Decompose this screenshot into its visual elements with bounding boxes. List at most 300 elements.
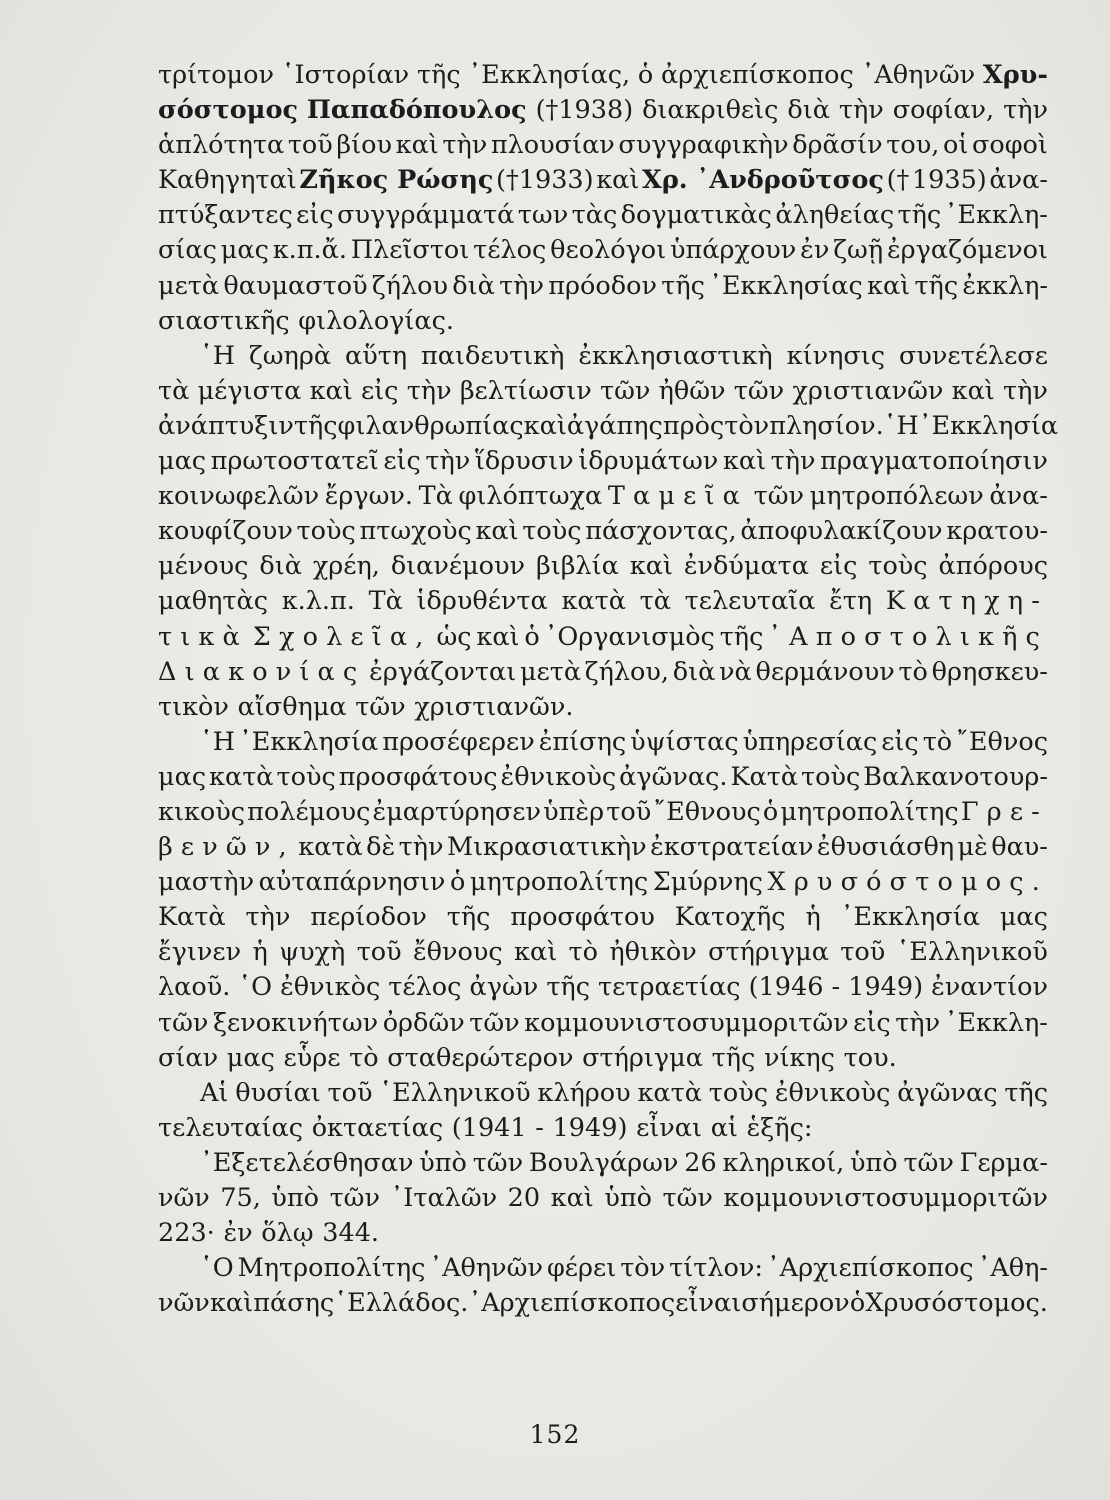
text-line bbox=[158, 1146, 1048, 1181]
word: κλήρου bbox=[537, 1077, 631, 1108]
word: μας bbox=[220, 235, 269, 266]
text-line bbox=[158, 479, 1048, 514]
word: ᾿Αθηνῶν bbox=[861, 60, 976, 90]
word: μένους bbox=[158, 551, 249, 582]
word: Κατοχῆς bbox=[674, 902, 786, 933]
word: ἀγὼν bbox=[469, 972, 539, 1003]
word: καὶ bbox=[629, 551, 673, 582]
word: συγγραφικὴν bbox=[618, 130, 789, 161]
word: εἶναι bbox=[675, 1288, 742, 1319]
text-line bbox=[158, 339, 1048, 374]
word: τοῦ bbox=[840, 937, 886, 968]
word: ὁ bbox=[637, 60, 654, 90]
word: καὶ bbox=[514, 937, 558, 968]
word: ὡς bbox=[436, 621, 472, 652]
word: (1946 bbox=[748, 972, 824, 1003]
word: πολέμους bbox=[247, 796, 371, 827]
word: Σμύρνης bbox=[652, 867, 763, 898]
word: Χρ. ᾿Ανδροῦτσος bbox=[642, 165, 884, 196]
word: μας bbox=[158, 761, 207, 792]
word: ἠθῶν bbox=[658, 375, 726, 406]
word: κίνησις bbox=[786, 340, 886, 371]
word: τῶν bbox=[599, 375, 651, 406]
word: 344. bbox=[322, 1218, 380, 1249]
word: τὸ bbox=[898, 656, 928, 687]
word: μέγιστα bbox=[197, 375, 302, 406]
word: τῶν bbox=[903, 1147, 954, 1178]
word: θερμάνουν bbox=[755, 656, 895, 687]
word: διὰ bbox=[259, 551, 302, 582]
word: κατὰ bbox=[561, 586, 626, 617]
word: σίας bbox=[158, 235, 217, 266]
word: καὶ bbox=[523, 410, 567, 441]
word: τῶν bbox=[469, 1007, 520, 1038]
word: ὑπὸ bbox=[271, 1183, 320, 1213]
word: ὁ bbox=[449, 867, 466, 898]
word: ὑπὸ bbox=[604, 1183, 652, 1213]
word: ἐνδύματα bbox=[683, 551, 809, 582]
word: ἀρχιεπίσκοπος bbox=[661, 60, 854, 90]
word: Μητροπολίτης bbox=[237, 1253, 426, 1284]
word: Γρε- bbox=[960, 796, 1048, 827]
word: ἠθικὸν bbox=[609, 937, 697, 968]
word: ῾Η bbox=[200, 340, 235, 371]
word: ἀνάπτυξιν bbox=[158, 410, 294, 441]
word: μας bbox=[226, 1042, 275, 1073]
word: Γερμα- bbox=[959, 1147, 1048, 1178]
word: διακριθεὶς bbox=[642, 95, 779, 126]
word: τοῦ bbox=[287, 130, 333, 161]
word: στήριγμα bbox=[582, 1042, 703, 1073]
word: εἶναι bbox=[636, 1112, 703, 1143]
word: εἰς bbox=[360, 375, 399, 406]
word: Ζῆκος Ρώσης bbox=[299, 165, 494, 196]
word: Χρυσόστομος. bbox=[767, 867, 1048, 898]
word: ἔθνους bbox=[413, 937, 503, 968]
word: ὑπηρεσίας bbox=[742, 726, 878, 757]
word: κομμουνιστοσυμμοριτῶν bbox=[723, 1183, 1048, 1213]
word: σταθερώτερον bbox=[387, 1042, 574, 1073]
text-line bbox=[158, 1286, 1048, 1321]
word: ἐργάζονται bbox=[369, 656, 517, 687]
word: καὶ bbox=[951, 375, 995, 406]
word: διὰ bbox=[452, 270, 495, 301]
word: τὸ bbox=[568, 937, 598, 968]
word: ᾿Αθη- bbox=[977, 1253, 1048, 1284]
word: εἰς bbox=[853, 1007, 891, 1038]
word: ἐν bbox=[223, 1218, 253, 1249]
word: ἀληθείας bbox=[775, 200, 895, 231]
word: ἑξῆς: bbox=[746, 1112, 813, 1143]
word: ἐθνικοὺς bbox=[500, 761, 617, 792]
word: 75, bbox=[220, 1183, 261, 1213]
word: Διακονίας bbox=[158, 656, 366, 687]
word: μετὰ bbox=[158, 270, 220, 301]
word: τὰ bbox=[639, 586, 671, 617]
word: τῶν bbox=[733, 375, 785, 406]
word: χριστιανῶν. bbox=[414, 691, 574, 722]
word: (1941 bbox=[451, 1112, 527, 1143]
word: θαυμαστοῦ bbox=[223, 270, 368, 301]
word: σοφίαν, bbox=[892, 95, 995, 126]
word: τῆς bbox=[1004, 1077, 1048, 1108]
word: ἐργαζόμενοι bbox=[886, 235, 1048, 266]
word: τελευταῖα bbox=[684, 586, 816, 617]
word: προσφάτου bbox=[510, 902, 655, 933]
word: τρίτομον bbox=[158, 60, 274, 90]
text-line bbox=[158, 1251, 1048, 1286]
word: τὴν bbox=[770, 446, 816, 477]
word: πτύξαντες bbox=[158, 200, 293, 231]
word: τῶν bbox=[662, 1183, 713, 1213]
word: ἐν bbox=[800, 235, 830, 266]
word: τῆς bbox=[416, 60, 461, 90]
text-line bbox=[158, 795, 1048, 830]
word: βίου bbox=[336, 130, 393, 161]
word: - bbox=[535, 1112, 544, 1143]
word: σόστομος Παπαδόπουλος bbox=[158, 95, 527, 126]
text-line bbox=[158, 304, 1048, 339]
word: ἐθυσιάσθη bbox=[816, 832, 955, 863]
word: αἴσθημα bbox=[237, 691, 347, 722]
text-line bbox=[158, 1216, 1048, 1251]
text-line bbox=[158, 549, 1048, 584]
word: περίοδον bbox=[310, 902, 427, 933]
word: μαθητὰς bbox=[158, 586, 269, 617]
word: ἵδρυσιν bbox=[474, 446, 574, 477]
word: ἱδρυθέντα bbox=[416, 586, 548, 617]
word: ἐναντίον bbox=[931, 972, 1048, 1003]
word: τῶν bbox=[472, 1147, 524, 1178]
word: ζήλου bbox=[371, 270, 449, 301]
word: θαυ- bbox=[991, 832, 1048, 863]
word: Αἱ bbox=[200, 1077, 229, 1108]
word: τὰς bbox=[571, 200, 618, 231]
word: ἐκκλη- bbox=[962, 270, 1048, 301]
word: ἡ bbox=[252, 937, 268, 968]
word: εὗρε bbox=[283, 1042, 341, 1073]
word: εἰς bbox=[383, 446, 421, 477]
word: ἐκστρατείαν bbox=[650, 832, 814, 863]
text-line bbox=[158, 900, 1048, 935]
word: βιβλία bbox=[535, 551, 619, 582]
word: τελευταίας bbox=[158, 1112, 304, 1143]
word: ῾Η bbox=[200, 726, 235, 757]
word: ὑπὲρ bbox=[543, 796, 605, 827]
text-line bbox=[158, 374, 1048, 409]
word: ὀρδῶν bbox=[382, 1007, 465, 1038]
word: καὶ bbox=[550, 1183, 594, 1213]
word: ῾Η bbox=[883, 410, 919, 441]
word: ἀνα- bbox=[989, 165, 1048, 196]
word: τικὸν bbox=[158, 691, 229, 722]
text-line bbox=[158, 725, 1048, 760]
word: ᾿Αποστολικῆς bbox=[768, 621, 1048, 652]
word: καὶ bbox=[867, 270, 911, 301]
word: μητροπόλεων bbox=[809, 481, 984, 512]
word: τέλος bbox=[473, 235, 547, 266]
word: ἐθνικὸς bbox=[280, 972, 381, 1003]
word: (†1933) bbox=[496, 165, 594, 196]
word: τοὺς bbox=[868, 551, 928, 582]
word: οἱ bbox=[942, 130, 969, 161]
word: ᾿Οργανισμὸς bbox=[544, 621, 715, 652]
word: ἐπίσης bbox=[538, 726, 627, 757]
word: διὰ bbox=[672, 656, 716, 687]
text-line bbox=[158, 690, 1048, 725]
word: ᾿Εκκλησίας, bbox=[468, 60, 631, 90]
word: († bbox=[886, 165, 910, 196]
word: μητροπολίτης bbox=[780, 796, 959, 827]
word: Τὰ bbox=[418, 481, 453, 512]
word: τῆς bbox=[661, 270, 705, 301]
word: ὀκταετίας bbox=[311, 1112, 444, 1143]
word: ῾Ελληνικοῦ bbox=[379, 1077, 531, 1108]
text-line bbox=[158, 1181, 1048, 1216]
word: τὴν bbox=[425, 446, 471, 477]
text-line bbox=[158, 584, 1048, 619]
word: τῶν bbox=[753, 481, 805, 512]
word: ᾿Εκκλησία bbox=[918, 410, 1059, 441]
word: 223· bbox=[158, 1218, 215, 1249]
word: τὴν bbox=[398, 832, 444, 863]
text-line bbox=[158, 935, 1048, 970]
word: τὴν bbox=[1003, 95, 1048, 126]
word: Κατὰ bbox=[158, 902, 226, 933]
word: τὴν bbox=[245, 902, 291, 933]
word: τὴν bbox=[442, 130, 488, 161]
word: τὴν bbox=[895, 1007, 941, 1038]
word: ἐμαρτύρησεν bbox=[372, 796, 541, 827]
word: πλουσίαν bbox=[490, 130, 615, 161]
text-line bbox=[158, 198, 1048, 233]
word: νίκης bbox=[763, 1042, 835, 1073]
word: του. bbox=[843, 1042, 897, 1073]
word: καὶ bbox=[596, 165, 640, 196]
word: Τὰ bbox=[368, 586, 403, 617]
word: διανέμουν bbox=[390, 551, 526, 582]
word: τὸ bbox=[349, 1042, 379, 1073]
word: πρόοδον bbox=[548, 270, 657, 301]
word: τοῦ bbox=[356, 937, 402, 968]
word: ῾Ελληνικοῦ bbox=[896, 937, 1048, 968]
text-line bbox=[158, 620, 1048, 655]
word: ἀγῶνας bbox=[897, 1077, 998, 1108]
word: ἔργων. bbox=[324, 481, 414, 512]
word: πάσης bbox=[253, 1288, 335, 1319]
text-line bbox=[158, 233, 1048, 268]
word: σίαν bbox=[158, 1042, 219, 1073]
word: μαστὴν bbox=[158, 867, 255, 898]
word: 1935) bbox=[911, 165, 987, 196]
word: τῆς bbox=[546, 972, 590, 1003]
word: αἱ bbox=[710, 1112, 738, 1143]
word: ὁ bbox=[849, 1288, 866, 1319]
word: πλησίον. bbox=[769, 410, 884, 441]
word: ᾿Αρχιεπίσκοπος bbox=[468, 1288, 676, 1319]
text-line bbox=[158, 269, 1048, 304]
word: ᾿Αθηνῶν bbox=[429, 1253, 543, 1284]
word: θρησκευ- bbox=[931, 656, 1048, 687]
word: καὶ bbox=[476, 621, 520, 652]
word: θεολόγοι bbox=[550, 235, 667, 266]
word: νῶν bbox=[158, 1183, 210, 1213]
word: ὑψίστας bbox=[630, 726, 739, 757]
word: τῆς bbox=[293, 410, 338, 441]
word: ὑπὸ bbox=[419, 1147, 467, 1178]
word: πρωτοστατεῖ bbox=[210, 446, 379, 477]
word: 1949) bbox=[552, 1112, 628, 1143]
word: τῶν bbox=[158, 1007, 209, 1038]
word: κληρικοί, bbox=[722, 1147, 845, 1178]
word: μας bbox=[999, 902, 1048, 933]
word: κατὰ bbox=[637, 1077, 702, 1108]
word: ἔτη bbox=[829, 586, 873, 617]
word: ἐθνικοὺς bbox=[774, 1077, 891, 1108]
word: τὴν bbox=[838, 95, 884, 126]
word: ῾Ο bbox=[200, 1253, 234, 1284]
word: κομμουνιστοσυμμοριτῶν bbox=[524, 1007, 849, 1038]
word: πτωχοὺς bbox=[359, 516, 472, 547]
body-text bbox=[158, 58, 1059, 1321]
word: ᾿Ιταλῶν bbox=[390, 1183, 498, 1213]
word: τικὰ bbox=[158, 621, 248, 652]
word: ῾Ελλάδος. bbox=[334, 1288, 469, 1319]
word: μετὰ bbox=[519, 656, 582, 687]
word: προσφάτους bbox=[338, 761, 498, 792]
word: σήμερον bbox=[741, 1288, 850, 1319]
word: τοὺς bbox=[708, 1077, 768, 1108]
word: ζωῇ bbox=[833, 235, 884, 266]
word: τοὺς bbox=[522, 516, 582, 547]
word: Βουλγάρων bbox=[528, 1147, 679, 1178]
word: ἀγῶνας. bbox=[619, 761, 728, 792]
text-line bbox=[158, 444, 1048, 479]
word: 1949) bbox=[848, 972, 924, 1003]
word: ὑπάρχουν bbox=[670, 235, 797, 266]
text-line bbox=[158, 655, 1048, 690]
word: δογματικὰς bbox=[620, 200, 772, 231]
word: τίτλον: bbox=[669, 1253, 763, 1284]
word: φιλόπτωχα bbox=[458, 481, 603, 512]
word: δρᾶσίν bbox=[792, 130, 883, 161]
word: ῾Ιστορίαν bbox=[281, 60, 410, 90]
word: ξενοκινήτων bbox=[212, 1007, 379, 1038]
word: θυσίαι bbox=[235, 1077, 321, 1108]
text-line bbox=[158, 760, 1048, 795]
word: φέρει bbox=[546, 1253, 617, 1284]
word: τὴν bbox=[499, 270, 545, 301]
word: καὶ bbox=[722, 446, 767, 477]
word: ᾿Εξετελέσθησαν bbox=[200, 1147, 414, 1178]
word: ζωηρὰ bbox=[248, 340, 332, 371]
word: χρέη, bbox=[312, 551, 380, 582]
word: ᾿Εκκλησίας bbox=[709, 270, 863, 301]
word: του, bbox=[886, 130, 940, 161]
text-line bbox=[158, 514, 1048, 549]
word: βενῶν, bbox=[158, 832, 295, 863]
word: ψυχὴ bbox=[279, 937, 346, 968]
word: τῶν bbox=[355, 691, 406, 722]
word: φιλανθρωπίας bbox=[337, 410, 524, 441]
word: Κατηχη- bbox=[885, 586, 1048, 617]
word: κικοὺς bbox=[158, 796, 246, 827]
word: ὁ bbox=[762, 796, 779, 827]
word: ἀποφυλακίζουν bbox=[740, 516, 943, 547]
word: συνετέλεσε bbox=[898, 340, 1048, 371]
word: στήριγμα bbox=[708, 937, 829, 968]
word: τῆς bbox=[719, 621, 764, 652]
word: τὴν bbox=[406, 375, 452, 406]
text-line bbox=[158, 830, 1048, 865]
word: ὁ bbox=[524, 621, 540, 652]
word: καὶ bbox=[309, 375, 353, 406]
word: ἀπόρους bbox=[938, 551, 1048, 582]
word: βελτίωσιν bbox=[459, 375, 592, 406]
word: κοινωφελῶν bbox=[158, 481, 320, 512]
word: Κατὰ bbox=[730, 761, 799, 792]
word: (†1938) bbox=[535, 95, 634, 126]
word: μητροπολίτης bbox=[469, 867, 649, 898]
word: τῆς bbox=[446, 902, 491, 933]
word: πρὸς bbox=[662, 410, 725, 441]
word: τοῦ bbox=[606, 796, 652, 827]
text-line bbox=[158, 1041, 1048, 1076]
word: ῎Εθνους bbox=[653, 796, 761, 827]
text-line bbox=[158, 1076, 1048, 1111]
word: καὶ bbox=[209, 1288, 254, 1319]
word: Σχολεῖα, bbox=[252, 621, 432, 652]
word: των bbox=[517, 200, 569, 231]
word: χριστιανῶν bbox=[792, 375, 944, 406]
word: δὲ bbox=[366, 832, 396, 863]
word: ζήλου, bbox=[584, 656, 670, 687]
word: ῎Εθνος bbox=[956, 726, 1048, 757]
word: ᾿Αρχιεπίσκοπος bbox=[766, 1253, 974, 1284]
word: τοὺς bbox=[276, 761, 336, 792]
word: ἡ bbox=[805, 902, 821, 933]
word: ᾿Εκκλη- bbox=[944, 1007, 1048, 1038]
word: 20 bbox=[507, 1183, 541, 1213]
text-line bbox=[158, 128, 1048, 163]
word: ῾Ο bbox=[238, 972, 273, 1003]
word: Πλεῖστοι bbox=[350, 235, 470, 266]
word: σοφοὶ bbox=[971, 130, 1048, 161]
word: ἀγάπης bbox=[566, 410, 663, 441]
word: τοῦ bbox=[327, 1077, 373, 1108]
word: πάσχοντας, bbox=[585, 516, 737, 547]
word: ἁπλότητα bbox=[158, 130, 285, 161]
word: μας bbox=[158, 446, 207, 477]
word: τὸν bbox=[724, 410, 770, 441]
word: λαοῦ. bbox=[158, 972, 231, 1003]
word: τοὺς bbox=[801, 761, 861, 792]
word: Χρυ- bbox=[982, 60, 1048, 90]
word: τὰ bbox=[158, 375, 190, 406]
text-line bbox=[158, 1111, 1048, 1146]
word: ᾿Εκκλησία bbox=[238, 726, 379, 757]
word: φιλολογίας. bbox=[298, 305, 455, 336]
word: συγγράμματά bbox=[337, 200, 515, 231]
word: νῶν bbox=[158, 1288, 210, 1319]
word: κ.π.ἄ. bbox=[272, 235, 347, 266]
word: ἀνα- bbox=[989, 481, 1048, 512]
word: Ταμεῖα bbox=[607, 481, 749, 512]
word: πραγματοποίησιν bbox=[820, 446, 1048, 477]
word: κατὰ bbox=[298, 832, 363, 863]
word: τετραετίας bbox=[598, 972, 741, 1003]
word: σιαστικῆς bbox=[158, 305, 290, 336]
